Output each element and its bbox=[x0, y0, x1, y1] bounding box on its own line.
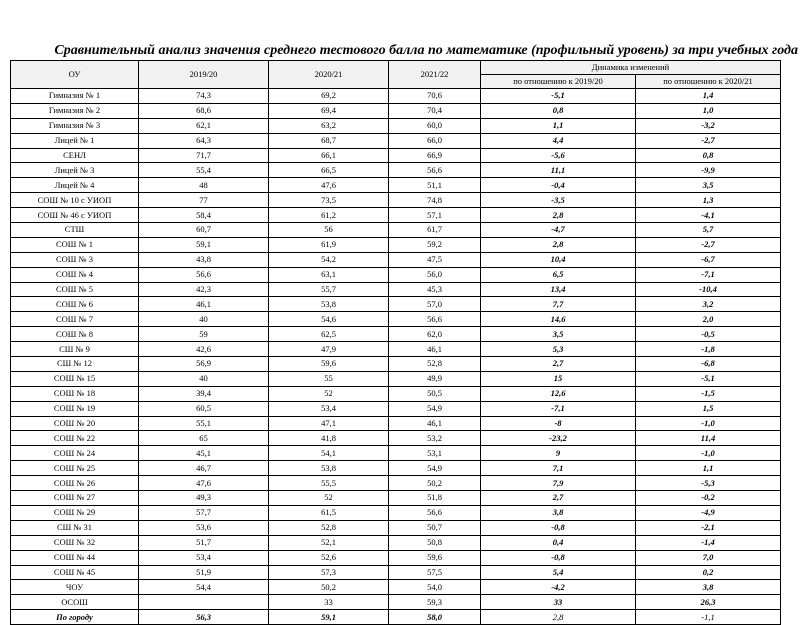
school-name: СОШ № 3 bbox=[11, 252, 139, 267]
score-2020-21: 52 bbox=[269, 491, 389, 506]
table-row bbox=[11, 252, 781, 267]
change-vs-2019-20: 10,4 bbox=[481, 252, 636, 267]
score-2021-22: 61,7 bbox=[389, 223, 481, 238]
score-2020-21: 53,4 bbox=[269, 401, 389, 416]
table-row bbox=[11, 535, 781, 550]
table-row bbox=[11, 595, 781, 610]
score-2020-21: 33 bbox=[269, 595, 389, 610]
score-2019-20: 55,1 bbox=[139, 416, 269, 431]
score-2021-22: 57,0 bbox=[389, 297, 481, 312]
school-name: По городу bbox=[11, 610, 139, 625]
table-row bbox=[11, 386, 781, 401]
table-row bbox=[11, 476, 781, 491]
score-2020-21: 62,5 bbox=[269, 327, 389, 342]
score-2020-21: 63,2 bbox=[269, 118, 389, 133]
score-2020-21: 47,9 bbox=[269, 342, 389, 357]
score-2020-21: 54,6 bbox=[269, 312, 389, 327]
score-2020-21: 52,6 bbox=[269, 550, 389, 565]
school-name: СШ № 12 bbox=[11, 357, 139, 372]
change-vs-2020-21: 3,5 bbox=[636, 178, 781, 193]
change-vs-2020-21: -1,8 bbox=[636, 342, 781, 357]
school-name: СОШ № 18 bbox=[11, 386, 139, 401]
change-vs-2019-20: -5,1 bbox=[481, 89, 636, 104]
school-name: СОШ № 29 bbox=[11, 505, 139, 520]
score-2019-20: 51,7 bbox=[139, 535, 269, 550]
change-vs-2020-21: 0,2 bbox=[636, 565, 781, 580]
score-2020-21: 69,2 bbox=[269, 89, 389, 104]
change-vs-2020-21: 0,8 bbox=[636, 148, 781, 163]
school-name: СТШ bbox=[11, 223, 139, 238]
header-2021-22: 2021/22 bbox=[389, 61, 481, 89]
school-name: СОШ № 44 bbox=[11, 550, 139, 565]
header-ou: ОУ bbox=[11, 61, 139, 89]
change-vs-2020-21: -1,0 bbox=[636, 446, 781, 461]
score-2019-20: 40 bbox=[139, 371, 269, 386]
change-vs-2020-21: 11,4 bbox=[636, 431, 781, 446]
score-2020-21: 59,1 bbox=[269, 610, 389, 625]
score-2021-22: 58,0 bbox=[389, 610, 481, 625]
score-2019-20: 64,3 bbox=[139, 133, 269, 148]
score-2020-21: 55,7 bbox=[269, 282, 389, 297]
school-name: СОШ № 5 bbox=[11, 282, 139, 297]
score-2021-22: 54,9 bbox=[389, 461, 481, 476]
school-name: ЧОУ bbox=[11, 580, 139, 595]
score-2019-20: 51,9 bbox=[139, 565, 269, 580]
score-2020-21: 54,2 bbox=[269, 252, 389, 267]
table-title: Сравнительный анализ значения среднего тестового балла по математике (профильный уровень) за три учебных года bbox=[54, 43, 798, 58]
change-vs-2019-20: 0,4 bbox=[481, 535, 636, 550]
score-2020-21: 61,2 bbox=[269, 208, 389, 223]
score-2019-20: 60,5 bbox=[139, 401, 269, 416]
score-2021-22: 51,8 bbox=[389, 491, 481, 506]
change-vs-2020-21: 5,7 bbox=[636, 223, 781, 238]
table-row bbox=[11, 431, 781, 446]
score-2019-20: 48 bbox=[139, 178, 269, 193]
score-2019-20: 59 bbox=[139, 327, 269, 342]
school-name: Гимназия № 2 bbox=[11, 103, 139, 118]
table-row bbox=[11, 193, 781, 208]
table-row bbox=[11, 237, 781, 252]
school-name: СОШ № 46 с УИОП bbox=[11, 208, 139, 223]
score-2021-22: 70,4 bbox=[389, 103, 481, 118]
score-2020-21: 56 bbox=[269, 223, 389, 238]
score-2019-20: 56,6 bbox=[139, 267, 269, 282]
change-vs-2019-20: 2,8 bbox=[481, 610, 636, 625]
change-vs-2020-21: 1,5 bbox=[636, 401, 781, 416]
score-2020-21: 54,1 bbox=[269, 446, 389, 461]
table-row bbox=[11, 89, 781, 104]
score-2021-22: 56,6 bbox=[389, 312, 481, 327]
score-2019-20: 42,3 bbox=[139, 282, 269, 297]
table-row bbox=[11, 103, 781, 118]
school-name: СОШ № 10 с УИОП bbox=[11, 193, 139, 208]
score-2021-22: 70,6 bbox=[389, 89, 481, 104]
school-name: СОШ № 1 bbox=[11, 237, 139, 252]
score-2019-20: 65 bbox=[139, 431, 269, 446]
score-2019-20: 54,4 bbox=[139, 580, 269, 595]
table-row bbox=[11, 401, 781, 416]
score-2020-21: 66,5 bbox=[269, 163, 389, 178]
score-2021-22: 52,8 bbox=[389, 357, 481, 372]
score-2021-22: 50,2 bbox=[389, 476, 481, 491]
change-vs-2019-20: 5,3 bbox=[481, 342, 636, 357]
score-2020-21: 63,1 bbox=[269, 267, 389, 282]
change-vs-2019-20: -0,8 bbox=[481, 550, 636, 565]
score-2021-22: 56,0 bbox=[389, 267, 481, 282]
score-2021-22: 50,8 bbox=[389, 535, 481, 550]
score-2021-22: 56,6 bbox=[389, 505, 481, 520]
change-vs-2019-20: 13,4 bbox=[481, 282, 636, 297]
change-vs-2019-20: 5,4 bbox=[481, 565, 636, 580]
change-vs-2020-21: -2,1 bbox=[636, 520, 781, 535]
table-row bbox=[11, 491, 781, 506]
score-2021-22: 47,5 bbox=[389, 252, 481, 267]
change-vs-2020-21: 1,1 bbox=[636, 461, 781, 476]
change-vs-2019-20: 1,1 bbox=[481, 118, 636, 133]
change-vs-2020-21: -1,4 bbox=[636, 535, 781, 550]
school-name: Лицей № 4 bbox=[11, 178, 139, 193]
score-2019-20: 45,1 bbox=[139, 446, 269, 461]
table-row bbox=[11, 178, 781, 193]
score-2021-22: 46,1 bbox=[389, 416, 481, 431]
change-vs-2019-20: -23,2 bbox=[481, 431, 636, 446]
score-2020-21: 47,6 bbox=[269, 178, 389, 193]
score-2020-21: 53,8 bbox=[269, 461, 389, 476]
change-vs-2019-20: 2,8 bbox=[481, 208, 636, 223]
total-row bbox=[11, 610, 781, 625]
change-vs-2019-20: 4,4 bbox=[481, 133, 636, 148]
score-2020-21: 68,7 bbox=[269, 133, 389, 148]
change-vs-2019-20: -4,7 bbox=[481, 223, 636, 238]
school-name: СОШ № 24 bbox=[11, 446, 139, 461]
score-2019-20: 56,9 bbox=[139, 357, 269, 372]
header-vs-2019-20: по отношению к 2019/20 bbox=[481, 75, 636, 89]
score-2021-22: 54,0 bbox=[389, 580, 481, 595]
score-2021-22: 56,6 bbox=[389, 163, 481, 178]
score-2021-22: 45,3 bbox=[389, 282, 481, 297]
change-vs-2020-21: -5,1 bbox=[636, 371, 781, 386]
score-2021-22: 51,1 bbox=[389, 178, 481, 193]
school-name: СОШ № 7 bbox=[11, 312, 139, 327]
score-2021-22: 49,9 bbox=[389, 371, 481, 386]
table-row bbox=[11, 148, 781, 163]
score-2021-22: 54,9 bbox=[389, 401, 481, 416]
table-row bbox=[11, 565, 781, 580]
change-vs-2019-20: -5,6 bbox=[481, 148, 636, 163]
score-2021-22: 74,8 bbox=[389, 193, 481, 208]
change-vs-2020-21: 3,2 bbox=[636, 297, 781, 312]
score-2021-22: 57,5 bbox=[389, 565, 481, 580]
score-2020-21: 57,3 bbox=[269, 565, 389, 580]
header-2019-20: 2019/20 bbox=[139, 61, 269, 89]
school-name: СОШ № 19 bbox=[11, 401, 139, 416]
score-2020-21: 50,2 bbox=[269, 580, 389, 595]
score-2020-21: 52 bbox=[269, 386, 389, 401]
table-row bbox=[11, 580, 781, 595]
table-row bbox=[11, 223, 781, 238]
change-vs-2019-20: -3,5 bbox=[481, 193, 636, 208]
school-name: Гимназия № 1 bbox=[11, 89, 139, 104]
change-vs-2019-20: -0,8 bbox=[481, 520, 636, 535]
change-vs-2019-20: 15 bbox=[481, 371, 636, 386]
score-2019-20: 68,6 bbox=[139, 103, 269, 118]
school-name: СОШ № 26 bbox=[11, 476, 139, 491]
change-vs-2019-20: 6,5 bbox=[481, 267, 636, 282]
score-2020-21: 41,8 bbox=[269, 431, 389, 446]
score-2019-20: 74,3 bbox=[139, 89, 269, 104]
score-2021-22: 53,1 bbox=[389, 446, 481, 461]
change-vs-2020-21: -5,3 bbox=[636, 476, 781, 491]
change-vs-2019-20: 2,7 bbox=[481, 491, 636, 506]
change-vs-2020-21: -1,0 bbox=[636, 416, 781, 431]
table-row bbox=[11, 446, 781, 461]
school-name: Гимназия № 3 bbox=[11, 118, 139, 133]
change-vs-2020-21: 1,0 bbox=[636, 103, 781, 118]
score-2019-20: 77 bbox=[139, 193, 269, 208]
score-2020-21: 53,8 bbox=[269, 297, 389, 312]
change-vs-2020-21: 1,4 bbox=[636, 89, 781, 104]
score-2019-20: 43,8 bbox=[139, 252, 269, 267]
change-vs-2020-21: 1,3 bbox=[636, 193, 781, 208]
change-vs-2020-21: -1,1 bbox=[636, 610, 781, 625]
school-name: СОШ № 6 bbox=[11, 297, 139, 312]
score-2021-22: 66,0 bbox=[389, 133, 481, 148]
school-name: СОШ № 27 bbox=[11, 491, 139, 506]
change-vs-2020-21: -7,1 bbox=[636, 267, 781, 282]
change-vs-2020-21: 2,0 bbox=[636, 312, 781, 327]
school-name: СШ № 31 bbox=[11, 520, 139, 535]
score-2021-22: 66,9 bbox=[389, 148, 481, 163]
score-2019-20: 57,7 bbox=[139, 505, 269, 520]
table-row bbox=[11, 208, 781, 223]
change-vs-2020-21: -2,7 bbox=[636, 133, 781, 148]
score-2019-20: 47,6 bbox=[139, 476, 269, 491]
score-2019-20: 46,7 bbox=[139, 461, 269, 476]
table-row bbox=[11, 520, 781, 535]
score-2020-21: 52,1 bbox=[269, 535, 389, 550]
score-2019-20: 49,3 bbox=[139, 491, 269, 506]
change-vs-2020-21: -10,4 bbox=[636, 282, 781, 297]
change-vs-2019-20: 11,1 bbox=[481, 163, 636, 178]
change-vs-2019-20: 3,8 bbox=[481, 505, 636, 520]
school-name: СЕНЛ bbox=[11, 148, 139, 163]
score-2020-21: 61,9 bbox=[269, 237, 389, 252]
header-2020-21: 2020/21 bbox=[269, 61, 389, 89]
change-vs-2019-20: 12,6 bbox=[481, 386, 636, 401]
change-vs-2020-21: 3,8 bbox=[636, 580, 781, 595]
table-row bbox=[11, 163, 781, 178]
change-vs-2019-20: 7,7 bbox=[481, 297, 636, 312]
score-2019-20: 71,7 bbox=[139, 148, 269, 163]
school-name: Лицей № 3 bbox=[11, 163, 139, 178]
change-vs-2019-20: -0,4 bbox=[481, 178, 636, 193]
score-2021-22: 50,5 bbox=[389, 386, 481, 401]
header-dynamics: Динамика изменений bbox=[481, 61, 781, 75]
table-row bbox=[11, 342, 781, 357]
score-2021-22: 60,0 bbox=[389, 118, 481, 133]
score-2020-21: 59,6 bbox=[269, 357, 389, 372]
change-vs-2019-20: -7,1 bbox=[481, 401, 636, 416]
score-2021-22: 59,3 bbox=[389, 595, 481, 610]
score-2021-22: 59,2 bbox=[389, 237, 481, 252]
change-vs-2020-21: 7,0 bbox=[636, 550, 781, 565]
table-row bbox=[11, 282, 781, 297]
change-vs-2020-21: -3,2 bbox=[636, 118, 781, 133]
score-2020-21: 73,5 bbox=[269, 193, 389, 208]
score-2019-20: 46,1 bbox=[139, 297, 269, 312]
score-2019-20: 39,4 bbox=[139, 386, 269, 401]
table-row bbox=[11, 267, 781, 282]
school-name: СОШ № 20 bbox=[11, 416, 139, 431]
table-row bbox=[11, 371, 781, 386]
change-vs-2020-21: -4,9 bbox=[636, 505, 781, 520]
table-row bbox=[11, 133, 781, 148]
score-2019-20: 40 bbox=[139, 312, 269, 327]
change-vs-2020-21: -0,5 bbox=[636, 327, 781, 342]
score-2020-21: 55,5 bbox=[269, 476, 389, 491]
school-name: СОШ № 22 bbox=[11, 431, 139, 446]
school-name: Лицей № 1 bbox=[11, 133, 139, 148]
score-2019-20: 59,1 bbox=[139, 237, 269, 252]
table-row bbox=[11, 505, 781, 520]
score-2021-22: 53,2 bbox=[389, 431, 481, 446]
score-2019-20: 58,4 bbox=[139, 208, 269, 223]
change-vs-2019-20: 2,7 bbox=[481, 357, 636, 372]
change-vs-2020-21: -2,7 bbox=[636, 237, 781, 252]
score-2021-22: 50,7 bbox=[389, 520, 481, 535]
score-2020-21: 66,1 bbox=[269, 148, 389, 163]
score-2021-22: 57,1 bbox=[389, 208, 481, 223]
change-vs-2020-21: -6,8 bbox=[636, 357, 781, 372]
score-2020-21: 55 bbox=[269, 371, 389, 386]
change-vs-2020-21: -6,7 bbox=[636, 252, 781, 267]
change-vs-2019-20: -4,2 bbox=[481, 580, 636, 595]
table-row bbox=[11, 461, 781, 476]
score-2020-21: 47,1 bbox=[269, 416, 389, 431]
table-row bbox=[11, 416, 781, 431]
score-2021-22: 59,6 bbox=[389, 550, 481, 565]
table-row bbox=[11, 357, 781, 372]
change-vs-2019-20: 0,8 bbox=[481, 103, 636, 118]
change-vs-2020-21: -9,9 bbox=[636, 163, 781, 178]
school-name: СОШ № 25 bbox=[11, 461, 139, 476]
school-name: ОСОШ bbox=[11, 595, 139, 610]
change-vs-2019-20: 2,8 bbox=[481, 237, 636, 252]
school-name: СОШ № 8 bbox=[11, 327, 139, 342]
table-row bbox=[11, 312, 781, 327]
change-vs-2019-20: 14,6 bbox=[481, 312, 636, 327]
comparison-table bbox=[10, 60, 781, 625]
table-row bbox=[11, 327, 781, 342]
score-2019-20: 42,6 bbox=[139, 342, 269, 357]
change-vs-2020-21: -1,5 bbox=[636, 386, 781, 401]
score-2020-21: 61,5 bbox=[269, 505, 389, 520]
table-row bbox=[11, 550, 781, 565]
school-name: СОШ № 32 bbox=[11, 535, 139, 550]
score-2019-20 bbox=[139, 595, 269, 610]
school-name: СОШ № 4 bbox=[11, 267, 139, 282]
score-2019-20: 55,4 bbox=[139, 163, 269, 178]
school-name: СШ № 9 bbox=[11, 342, 139, 357]
change-vs-2019-20: 3,5 bbox=[481, 327, 636, 342]
score-2019-20: 62,1 bbox=[139, 118, 269, 133]
score-2019-20: 53,4 bbox=[139, 550, 269, 565]
change-vs-2019-20: -8 bbox=[481, 416, 636, 431]
school-name: СОШ № 15 bbox=[11, 371, 139, 386]
score-2020-21: 69,4 bbox=[269, 103, 389, 118]
table-row bbox=[11, 118, 781, 133]
change-vs-2019-20: 7,9 bbox=[481, 476, 636, 491]
school-name: СОШ № 45 bbox=[11, 565, 139, 580]
score-2021-22: 46,1 bbox=[389, 342, 481, 357]
score-2019-20: 53,6 bbox=[139, 520, 269, 535]
change-vs-2019-20: 7,1 bbox=[481, 461, 636, 476]
change-vs-2020-21: 26,3 bbox=[636, 595, 781, 610]
score-2019-20: 60,7 bbox=[139, 223, 269, 238]
change-vs-2020-21: -0,2 bbox=[636, 491, 781, 506]
score-2021-22: 62,0 bbox=[389, 327, 481, 342]
change-vs-2019-20: 33 bbox=[481, 595, 636, 610]
change-vs-2020-21: -4,1 bbox=[636, 208, 781, 223]
score-2019-20: 56,3 bbox=[139, 610, 269, 625]
change-vs-2019-20: 9 bbox=[481, 446, 636, 461]
table-row bbox=[11, 297, 781, 312]
score-2020-21: 52,8 bbox=[269, 520, 389, 535]
header-vs-2020-21: по отношению к 2020/21 bbox=[636, 75, 781, 89]
